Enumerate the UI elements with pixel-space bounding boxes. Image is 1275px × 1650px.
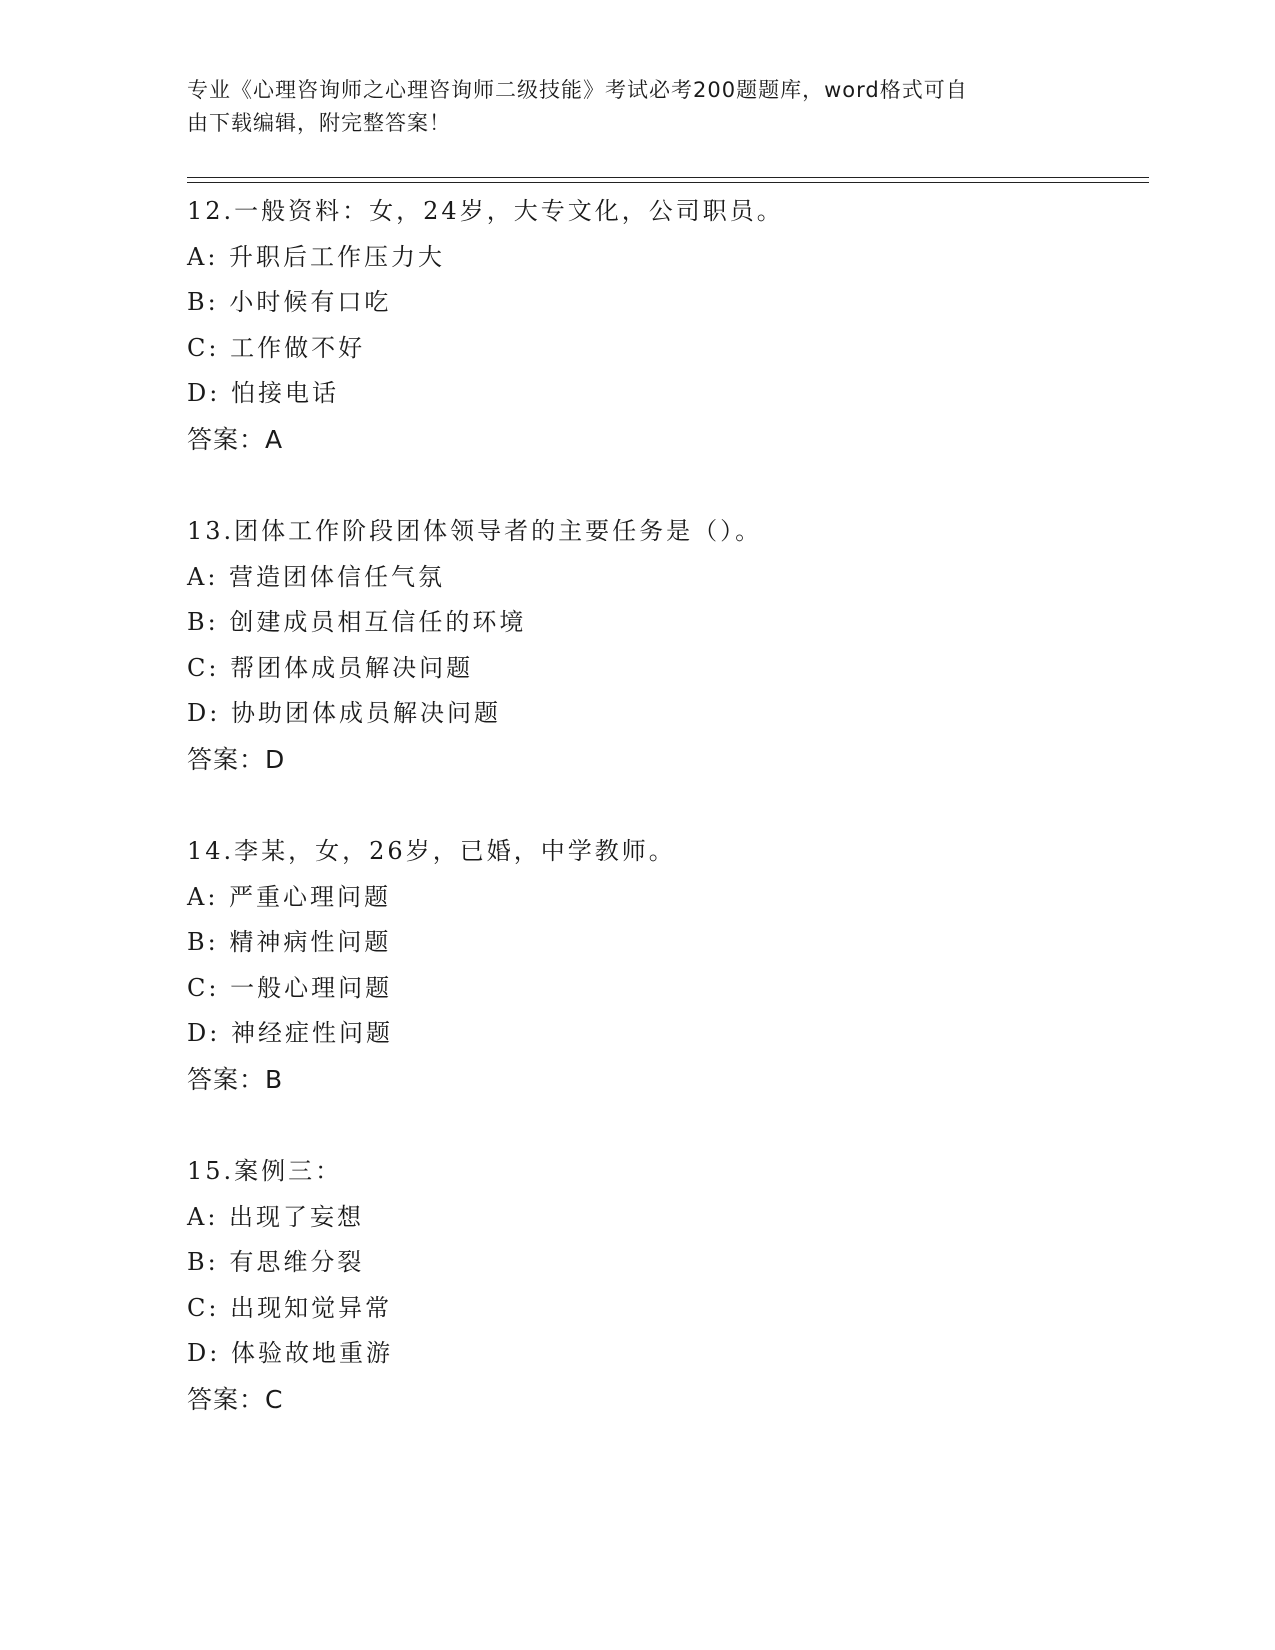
option-c: C: 帮团体成员解决问题 xyxy=(187,653,474,682)
option-d: D: 协助团体成员解决问题 xyxy=(187,699,501,727)
option-c: C: 出现知觉异常 xyxy=(187,1293,393,1322)
option-b: B: 小时候有口吃 xyxy=(187,288,392,316)
option-d: D: 体验故地重游 xyxy=(187,1339,393,1367)
option-a: A: 出现了妄想 xyxy=(187,1202,365,1231)
question-14 xyxy=(187,829,1149,1102)
question-stem: 14.李某，女，26岁，已婚，中学教师。 xyxy=(187,837,676,865)
header-divider-bottom xyxy=(187,182,1149,183)
header-line-1: 专业《心理咨询师之心理咨询师二级技能》考试必考200题题库，word格式可自 xyxy=(187,78,968,102)
question-list xyxy=(187,189,1149,1469)
answer-line: 答案：D xyxy=(187,744,286,774)
option-b: B: 精神病性问题 xyxy=(187,928,392,956)
option-a: A: 升职后工作压力大 xyxy=(187,242,446,271)
question-stem: 13.团体工作阶段团体领导者的主要任务是（）。 xyxy=(187,517,763,545)
question-15 xyxy=(187,1149,1149,1422)
option-d: D: 怕接电话 xyxy=(187,379,339,407)
header-line-2: 由下载编辑，附完整答案！ xyxy=(187,111,451,135)
option-a: A: 严重心理问题 xyxy=(187,882,392,911)
question-12 xyxy=(187,189,1149,462)
answer-line: 答案：A xyxy=(187,424,284,454)
question-stem: 12.一般资料：女，24岁，大专文化，公司职员。 xyxy=(187,197,784,225)
question-stem: 15.案例三： xyxy=(187,1157,343,1185)
option-c: C: 一般心理问题 xyxy=(187,973,393,1002)
answer-line: 答案：C xyxy=(187,1384,284,1414)
option-b: B: 创建成员相互信任的环境 xyxy=(187,608,527,636)
question-13 xyxy=(187,509,1149,782)
option-a: A: 营造团体信任气氛 xyxy=(187,562,446,591)
header-divider-top xyxy=(187,177,1149,178)
option-d: D: 神经症性问题 xyxy=(187,1019,393,1047)
answer-line: 答案：B xyxy=(187,1064,284,1094)
option-b: B: 有思维分裂 xyxy=(187,1248,365,1276)
document-header xyxy=(187,74,1067,140)
option-c: C: 工作做不好 xyxy=(187,333,366,362)
